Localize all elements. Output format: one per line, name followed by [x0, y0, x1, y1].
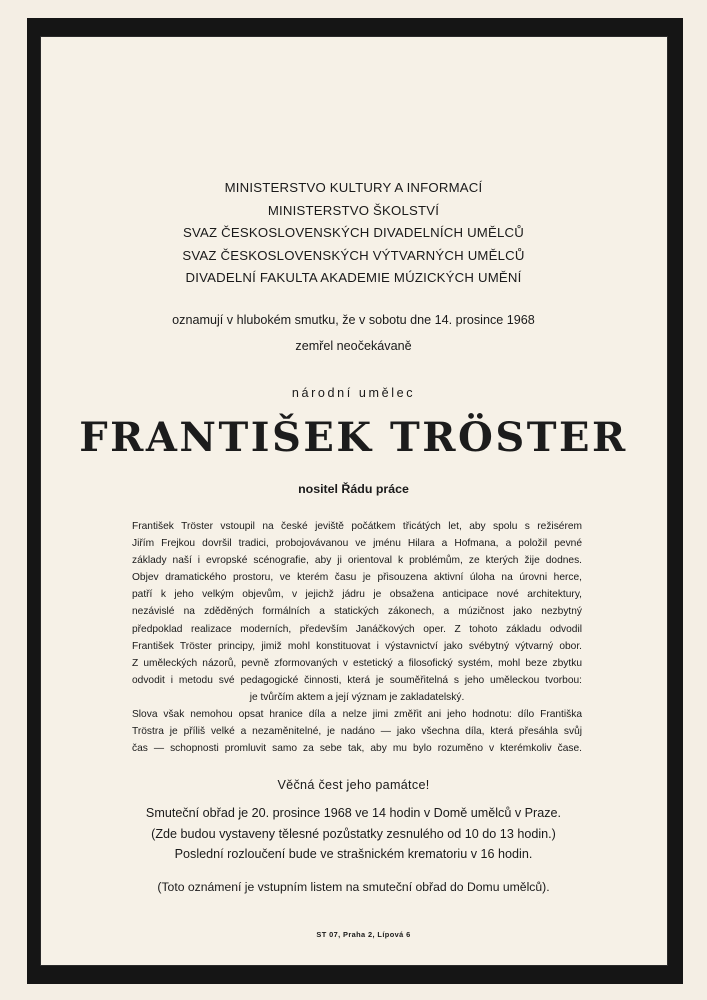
ceremony-line: Smuteční obřad je 20. prosince 1968 ve 14 hodin v Domě umělců v Praze.	[145, 806, 562, 820]
biography-line: František Tröster vstoupil na české jeviště počátkem třicátých let, aby spolu s režisérem	[132, 521, 582, 532]
printer-imprint: ST 07, Praha 2, Lípová 6	[316, 930, 411, 939]
order-of-labour-text: nositel Řádu práce	[298, 482, 409, 496]
deceased-name: FRANTIŠEK TRÖSTER	[79, 414, 628, 461]
honor-text: Věčná čest jeho památce!	[277, 778, 430, 792]
biography-line: František Tröster principy, jimiž mohl konstituovat i výstavnictví jako svébytný výtvarný obor.	[132, 640, 582, 652]
announcement-text: oznamují v hlubokém smutku, že v sobotu dne 14. prosince 1968	[172, 313, 535, 327]
biography-line: nezávislé na zděděných formálních a statických zákonech, a múzičnost jako nezbytný	[132, 606, 582, 618]
ceremony-line: (Zde budou vystaveny tělesné pozůstatky zesnulého od 10 do 13 hodin.)	[151, 826, 556, 841]
organization-line: MINISTERSTVO KULTURY A INFORMACÍ	[224, 180, 483, 195]
organization-line: MINISTERSTVO ŠKOLSTVÍ	[267, 202, 440, 218]
biography-line: čas — schopnosti promluvit samo za sebe tak, aby mu bylo rozuměno v kterémkoliv čase.	[132, 743, 582, 755]
biography-line: Slova však nemohou opsat hranice díla a nelze jimi změřit ani jeho hodnotu: dílo Františka	[132, 709, 582, 721]
organization-line: DIVADELNÍ FAKULTA AKADEMIE MÚZICKÝCH UMĚNÍ	[185, 270, 522, 285]
organization-line: SVAZ ČESKOSLOVENSKÝCH VÝTVARNÝCH UMĚLCŮ	[182, 247, 525, 263]
biography-line: Z uměleckých názorů, pevně zformovaných v estetický a filosofický systém, mohl beze zbytku	[132, 657, 582, 669]
biography-line: základy naší i evropské scénografie, aby ji orientoval k problémům, ze kterých žije dodnes.	[132, 555, 582, 567]
ceremony-line: Poslední rozloučení bude ve strašnickém krematoriu v 16 hodin.	[174, 847, 533, 861]
biography-line: Tröstra je příliš velké a nezaměnitelné, je nadáno — jako všechna díla, která přesáhla svůj	[132, 726, 582, 738]
organization-line: SVAZ ČESKOSLOVENSKÝCH DIVADELNÍCH UMĚLCŮ	[183, 225, 524, 240]
announcement-died-text: zemřel neočekávaně	[295, 339, 412, 353]
biography-line: předpoklad realizace moderních, především Janáčkových oper. Z tohoto základu odvodil	[132, 623, 582, 635]
biography-paragraph	[132, 518, 582, 757]
biography-line: Objev dramatického prostoru, ve kterém času je přisouzena aktivní úloha na úrovni herce,	[132, 572, 582, 584]
biography-line: je tvůrčím aktem a její význam je zakladatelský.	[249, 691, 465, 703]
organizations-block	[0, 177, 707, 290]
ceremony-block	[0, 803, 707, 865]
biography-line: Jiřím Frejkou dovršil tradici, probojovávanou ve jménu Hilara a Hofmana, a položil pevné	[132, 538, 582, 550]
admission-note: (Toto oznámení je vstupním listem na smuteční obřad do Domu umělců).	[157, 880, 550, 894]
biography-line: odvodit i metodu své pedagogické činnosti, která je souměřitelná s jeho uměleckou tvorbou:	[132, 674, 582, 686]
biography-line: patří k jeho velkým objevům, v jejichž jádru je obsažena anticipace nové architektury,	[132, 589, 582, 601]
honorary-title: národní umělec	[291, 386, 416, 400]
